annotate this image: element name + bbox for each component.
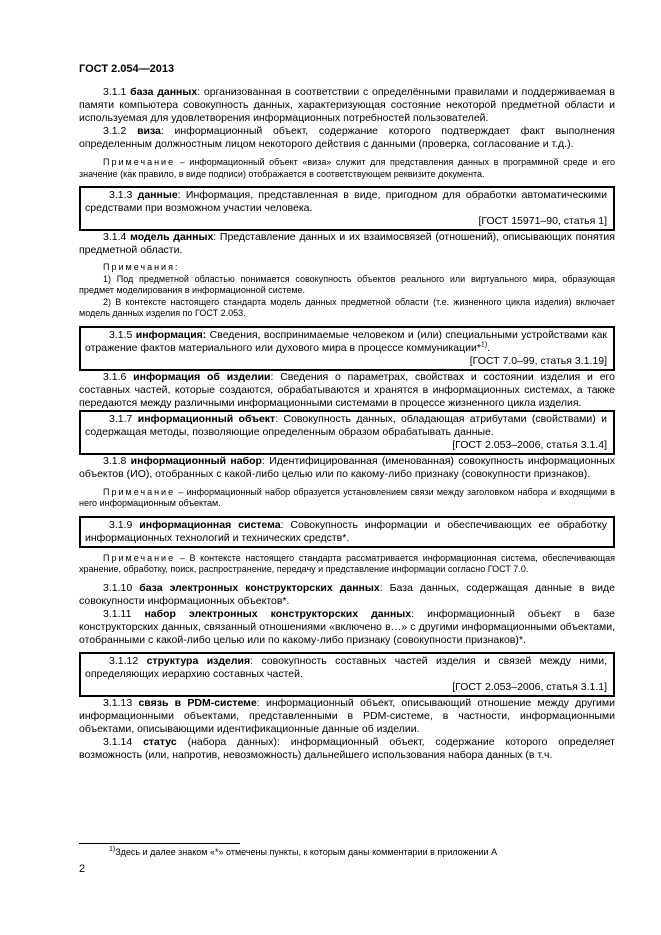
term-name: база электронных конструкторских данных (139, 581, 380, 594)
term-3-1-6 (79, 371, 615, 410)
term-3-1-8 (79, 455, 615, 481)
clause-number: 3.1.7 (109, 412, 138, 425)
footnote-text: Здесь и далее знаком «*» отмечены пункты, к которым даны комментарии в приложении А (115, 847, 498, 857)
footnote (109, 847, 609, 858)
punctuation: . (487, 341, 491, 354)
term-source: [ГОСТ 7.0–99, статья 3.1.19] (469, 354, 607, 367)
term-definition: : Идентифицированная (именованная) совокупность информационных объектов (ИО), отобранных с какой-либо целью или по какому-либо признаку (совокупности признаков). (79, 454, 615, 480)
note-text: – информационный набор образуется установлением связи между заголовком набора и входящими в него информационным объектам. (79, 486, 615, 508)
footnote-mark: 1) (109, 846, 116, 853)
term-source: [ГОСТ 2.053–2006, статья 3.1.1] (452, 680, 607, 693)
term-definition: : информационный объект, содержание которого подтверждает факт выполнения определенным должностным лицом некоторого действия с данными (проверка, согласование и т.д.). (79, 125, 615, 150)
term-3-1-10 (79, 582, 615, 608)
term-3-1-13 (79, 697, 615, 736)
note-3-1-8 (79, 487, 615, 510)
term-3-1-7 (85, 413, 607, 439)
clause-number: 3.1.4 (103, 231, 131, 243)
term-name: статус (143, 735, 177, 748)
page-number: 2 (79, 863, 86, 875)
term-definition: (набора данных): информационный объект, содержание которого определяет возможность (или, напротив, невозможность) дальнейшего использования набора данных (в т.ч. (79, 735, 615, 761)
note-3-1-9 (79, 553, 615, 576)
term-definition: : Представление данных и их взаимосвязей (отношений), описывающих понятия предметной области. (79, 231, 615, 256)
term-name: связь в PDM-системе (138, 696, 257, 709)
term-definition: Сведения, воспринимаемые человеком и (или) специальными устройствами как отражение фактов материального или духового мира в процессе коммуникации* (85, 328, 607, 354)
term-definition: : организованная в соответствии с определёнными правилами и поддерживаемая в памяти компьютера совокупность данных, характеризующая состояние некоторой предметной области и используемая для удовлетворения информационных потребностей пользователей. (79, 86, 615, 124)
term-definition: : Информация, представленная в виде, пригодном для обработки автоматическими средствами при возможном участии человека. (85, 189, 607, 214)
note-item: 1) Под предметной областью понимается совокупность объектов реального или виртуального мира, образующая предмет моделирования в информационной системе. (79, 273, 615, 295)
term-box-3-1-12 (79, 652, 615, 697)
note-label: Примечание (103, 157, 176, 167)
clause-number: 3.1.5 (109, 328, 136, 341)
term-3-1-12 (85, 655, 607, 681)
clause-number: 3.1.13 (103, 696, 139, 709)
clause-number: 3.1.14 (103, 735, 144, 748)
term-box-3-1-7 (79, 410, 615, 455)
term-name: модель данных (130, 231, 214, 243)
clause-number: 3.1.3 (109, 189, 138, 201)
term-definition: : Сведения о параметрах, свойствах и состоянии изделия и его составных частей, которые создаются, обрабатываются и хранятся в информационных системах, а также передаются между различными информационными системами в процессе жизненного цикла изделия. (79, 370, 615, 409)
note-item: 2) В контексте настоящего стандарта модель данных предметной области (т.е. жизненного цикла изделия) включает модель данных изделия по ГОСТ 2.053. (79, 296, 615, 318)
document-body (79, 86, 615, 762)
term-3-1-2 (79, 125, 615, 151)
clause-number: 3.1.8 (103, 454, 131, 467)
term-definition: : совокупность составных частей изделия и связей между ними, определяющих иерархию составных частей. (85, 654, 607, 680)
term-source: [ГОСТ 2.053–2006, статья 3.1.4] (452, 438, 607, 451)
clause-number: 3.1.11 (103, 607, 145, 620)
term-box-3-1-9 (79, 516, 615, 548)
term-3-1-11 (79, 608, 615, 647)
clause-number: 3.1.6 (103, 370, 134, 383)
term-source: [ГОСТ 15971–90, статья 1] (478, 215, 607, 227)
term-3-1-5 (85, 329, 607, 355)
clause-number: 3.1.2 (103, 125, 138, 137)
note-label: Примечание (103, 486, 176, 497)
document-header: ГОСТ 2.054—2013 (79, 63, 175, 75)
term-3-1-14 (79, 736, 615, 762)
term-box-3-1-3 (79, 186, 615, 231)
clause-number: 3.1.1 (103, 86, 131, 98)
term-name: информация: (135, 328, 207, 341)
note-label: Примечание (103, 552, 176, 563)
term-name: данные (137, 189, 178, 201)
term-name: виза (137, 125, 161, 137)
term-name: структура изделия (146, 654, 251, 667)
term-3-1-9 (85, 519, 607, 545)
term-definition: : База данных, содержащая данные в виде совокупности информационных объектов*. (79, 581, 615, 607)
term-name: база данных (130, 86, 198, 98)
term-name: информационный объект (137, 412, 276, 425)
clause-number: 3.1.9 (109, 518, 140, 531)
term-definition: : информационный объект в базе конструкторских данных, связанный отношениями «включено в…» с другими информационными объектами, отобранными с какой-либо целью или по какому-либо признаку (совокупности признаков)*. (79, 607, 615, 646)
term-definition: : Совокупность информации и обеспечивающих ее обработку информационных технологий и технических средств*. (85, 518, 607, 544)
clause-number: 3.1.10 (103, 581, 140, 594)
term-name: информационный набор (130, 454, 262, 467)
term-3-1-4 (79, 231, 615, 257)
term-name: набор электронных конструкторских данных (144, 607, 412, 620)
note-3-1-2 (79, 157, 615, 180)
term-name: информационная система (139, 518, 281, 531)
term-definition: : Совокупность данных, обладающая атрибутами (свойствами) и содержащая методы, позволяющие определенным образом обрабатывать данные. (85, 412, 607, 438)
notes-label: Примечания: (103, 262, 180, 272)
term-box-3-1-5 (79, 326, 615, 371)
term-3-1-1 (79, 86, 615, 125)
footnote-ref: 1) (480, 341, 488, 348)
term-name: информация об изделии (133, 370, 271, 383)
term-definition: : информационный объект, описывающий отношение между другими информационными объектами, представленными в PDM-системе, в частности, информационными объектами, описывающими идентификационные данные об изделии. (79, 696, 615, 735)
clause-number: 3.1.12 (109, 654, 147, 667)
note-text: – В контексте настоящего стандарта рассматривается информационная система, обеспечивающая хранение, обработку, поиск, распространение, передачу и представление информации согласно ГОСТ 7.0. (79, 552, 615, 574)
footnote-separator (79, 843, 240, 844)
term-3-1-3 (85, 189, 607, 215)
note-text: – информационный объект «виза» служит для представления данных в программной среде и его значение (как правило, в виде подписи) отображается в соответствующем реквизите документа. (79, 157, 615, 179)
